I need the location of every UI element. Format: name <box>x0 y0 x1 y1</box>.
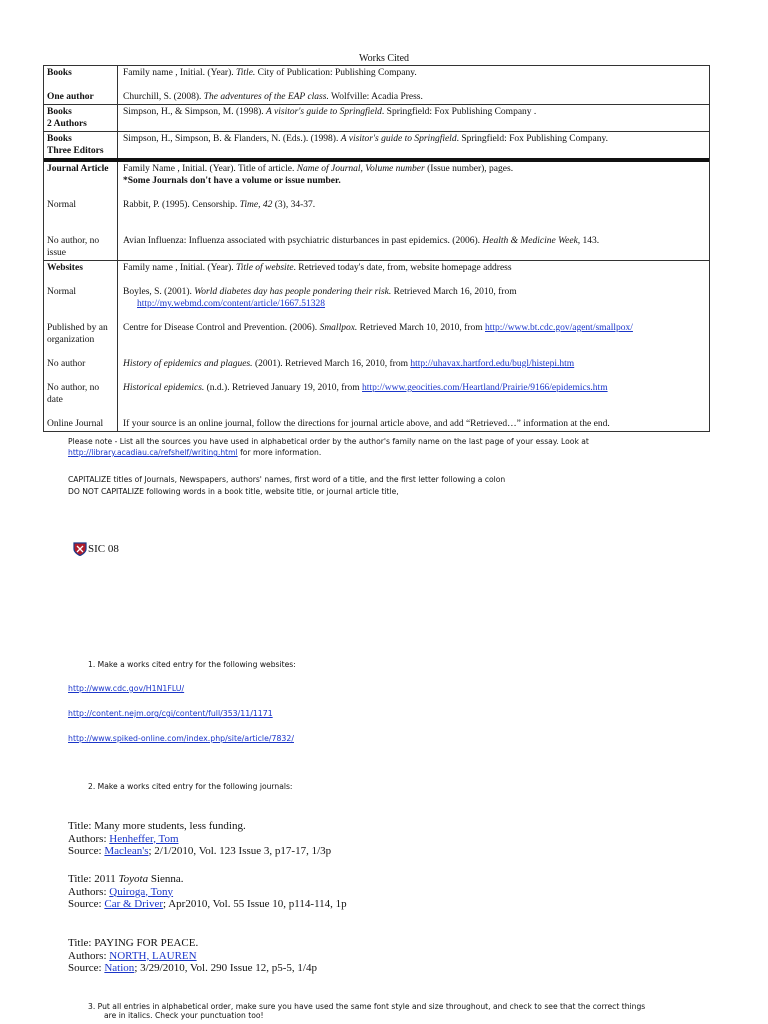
geocities-link[interactable]: http://www.geocities.com/Heartland/Prairie/9166/epidemics.htm <box>362 383 608 393</box>
row-content: Simpson, H., & Simpson, M. (1998). A visitor's guide to Springfield. Springfield: Fox Publishing Company . <box>123 107 537 117</box>
source-link[interactable]: Maclean's <box>104 845 149 857</box>
table-row-three-editors <box>44 131 709 158</box>
journal-entry-3: Title: PAYING FOR PEACE. Authors: NORTH, LAUREN Source: Nation; 3/29/2010, Vol. 290 Issue 12, p5-5, 1/4p <box>68 937 317 974</box>
shield-icon <box>73 542 87 556</box>
row-content: Family Name , Initial. (Year). Title of article. Name of Journal, Volume number (Issue number), pages. *Some Journals don't have a volume or issue number. Rabbit, P. (1995). Censorship. Time, 42 (3), 34-37. Avian Influenza: Influenza associated with psychiatric disturbances in past epidemics. (2006). Health & Medicine Week, 143. <box>123 164 600 246</box>
do-not-capitalize-note: DO NOT CAPITALIZE following words in a book title, website title, or journal article title, <box>68 487 399 496</box>
table-row-books <box>44 66 709 104</box>
source-link[interactable]: Car & Driver <box>104 898 164 910</box>
journal-entry-2: Title: 2011 Toyota Sienna. Authors: Quiroga, Tony Source: Car & Driver; Apr2010, Vol. 55 Issue 10, p114-114, 1p <box>68 873 347 910</box>
question-3: 3. Put all entries in alphabetical order, make sure you have used the same font style and size throughout, and check to see that the correct things are in italics. Check your punctuation too! <box>88 1002 646 1020</box>
page-title: Works Cited <box>358 53 410 64</box>
row-label: Books Three Editors <box>44 132 118 158</box>
row-label: Journal Article Normal No author, no issue <box>44 162 118 260</box>
capitalize-note: CAPITALIZE titles of Journals, Newspapers, authors' names, first word of a title, and the first letter following a colon <box>68 475 506 484</box>
journal-entry-1: Title: Many more students, less funding. Authors: Henheffer, Tom Source: Maclean's; 2/1/2010, Vol. 123 Issue 3, p17-17, 1/3p <box>68 820 332 857</box>
row-content: Family name , Initial. (Year). Title of website. Retrieved today's date, from, website homepage address Boyles, S. (2001). World diabetes day has people pondering their risk. Retrieved March 16, 2010, from http://my.webmd.com/content/article/1667.51328 Centre for Disease Control and Prevention. (2006). Smallpox. Retrieved March 10, 2010, from http://www.bt.cdc.gov/agent/smallpox/ History of epidemics and plagues. (2001). Retrieved March 16, 2010, from http://uhavax.hartford.edu/bugl/histepi.htm Historical epidemics. (n.d.). Retrieved January 19, 2010, from http://www.geocities.com/Heartland/Prairie/9166/epidemics.htm If your source is an online journal, follow the directions for journal article above, and add “Retrieved…” information at the end. <box>123 263 633 429</box>
url-cdc[interactable]: http://www.cdc.gov/H1N1FLU/ <box>68 684 185 693</box>
table-row-websites <box>44 260 709 431</box>
webmd-link[interactable]: http://my.webmd.com/content/article/1667.51328 <box>137 299 326 309</box>
row-label: Books 2 Authors <box>44 105 118 131</box>
sic-logo <box>73 542 119 556</box>
logo-text: SIC 08 <box>88 543 119 555</box>
acadia-link[interactable]: http://library.acadiau.ca/refshelf/writing.html <box>68 448 238 457</box>
author-link[interactable]: NORTH, LAUREN <box>109 949 197 962</box>
hartford-link[interactable]: http://uhavax.hartford.edu/bugl/histepi.htm <box>410 359 575 369</box>
source-link[interactable]: Nation <box>104 962 135 974</box>
please-note: Please note - List all the sources you have used in alphabetical order by the author's family name on the last page of your essay. Look at http://library.acadiau.ca/refshelf/writing.html for more information. <box>68 437 589 457</box>
question-1: 1. Make a works cited entry for the following websites: <box>88 660 296 669</box>
table-row-two-authors <box>44 104 709 131</box>
author-link[interactable]: Quiroga, Tony <box>109 885 174 898</box>
row-content: Family name , Initial. (Year). Title. City of Publication: Publishing Company. Churchill, S. (2008). The adventures of the EAP class. Wolfville: Acadia Press. <box>123 68 423 102</box>
url-nejm[interactable]: http://content.nejm.org/cgi/content/full/353/11/1171 <box>68 709 273 718</box>
row-content: Simpson, H., Simpson, B. & Flanders, N. (Eds.). (1998). A visitor's guide to Springfield. Springfield: Fox Publishing Company. <box>123 134 608 144</box>
row-label: Books One author <box>44 66 118 104</box>
works-cited-table <box>43 65 710 432</box>
question-2: 2. Make a works cited entry for the following journals: <box>88 782 293 791</box>
row-label: Websites Normal Published by an organization No author No author, no date Online Journal <box>44 261 118 431</box>
author-link[interactable]: Henheffer, Tom <box>109 832 179 845</box>
url-spiked[interactable]: http://www.spiked-online.com/index.php/site/article/7832/ <box>68 734 294 743</box>
cdc-smallpox-link[interactable]: http://www.bt.cdc.gov/agent/smallpox/ <box>485 323 633 333</box>
table-row-journal <box>44 158 709 260</box>
